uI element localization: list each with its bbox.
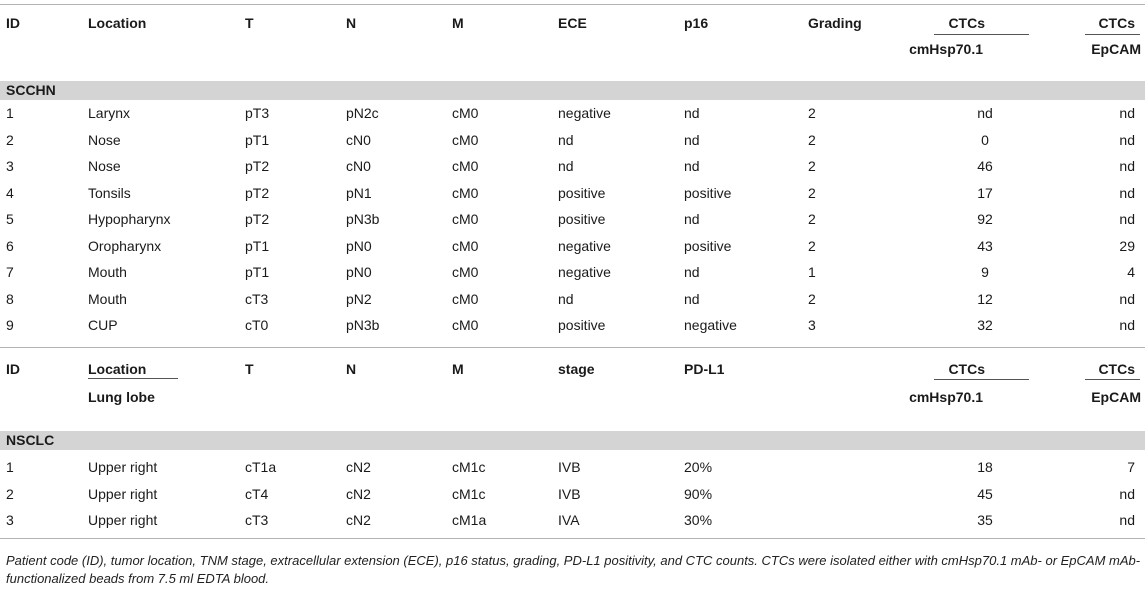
cell-grading: 2	[808, 131, 816, 148]
cell-m: cM0	[452, 158, 479, 174]
section-scchn	[0, 81, 1145, 100]
cell-grading: 2	[808, 211, 816, 227]
cell-id: 8	[6, 290, 14, 307]
cell-m: cM0	[452, 211, 479, 227]
section-nsclc	[0, 431, 1145, 450]
cell-grading: 2	[808, 158, 816, 174]
cell-t: cT3	[245, 512, 269, 528]
cell-location: Tonsils	[88, 184, 131, 201]
cell-pdl1: 30%	[684, 512, 713, 528]
cell-location: CUP	[88, 317, 118, 333]
cell-grading: 2	[808, 105, 816, 121]
col-location-sub: Lung lobe	[88, 389, 155, 405]
col-ctc1-top: CTCs	[948, 15, 985, 31]
cell-n: cN2	[346, 512, 371, 528]
cell-ece: positive	[558, 211, 606, 227]
cell-t: cT1a	[245, 459, 277, 475]
cell-t: cT4	[245, 485, 269, 502]
col-m: M	[452, 15, 464, 31]
rule-bottom	[0, 538, 1145, 539]
cell-t: cT3	[245, 290, 269, 307]
col-ctc1-bottom: cmHsp70.1	[909, 389, 983, 405]
col-t: T	[245, 15, 254, 31]
cell-ctc-cmhsp70: 18	[977, 459, 993, 475]
cell-ctc-epcam: 4	[1127, 264, 1135, 280]
ctc2-underline	[1085, 34, 1140, 35]
cell-t: cT0	[245, 317, 269, 333]
cell-ece: nd	[558, 290, 574, 307]
cell-id: 7	[6, 264, 14, 280]
cell-n: pN0	[346, 237, 372, 254]
cell-grading: 1	[808, 264, 816, 280]
rule-mid	[0, 347, 1145, 348]
cell-id: 1	[6, 459, 14, 475]
cell-t: pT2	[245, 184, 270, 201]
cell-id: 3	[6, 512, 14, 528]
table-caption: Patient code (ID), tumor location, TNM stage, extracellular extension (ECE), p16 status, grading, PD-L1 positivity, and CTC counts. CTCs were isolated either with cmHsp70.1 mAb- or EpCAM mAb-functionalized beads from 7.5 ml EDTA blood.	[6, 553, 1141, 586]
cell-ctc-cmhsp70: 35	[977, 512, 993, 528]
cell-p16: nd	[684, 131, 700, 148]
cell-ctc-cmhsp70: 0	[981, 131, 989, 148]
ctc2-underline	[1085, 379, 1140, 380]
col-stage: stage	[558, 361, 595, 377]
cell-id: 9	[6, 317, 14, 333]
cell-ctc-cmhsp70: nd	[977, 105, 993, 121]
cell-ctc-epcam: nd	[1119, 184, 1135, 201]
col-ctc2-top: CTCs	[1098, 15, 1135, 31]
cell-m: cM0	[452, 264, 479, 280]
cell-id: 2	[6, 131, 14, 148]
cell-m: cM0	[452, 237, 479, 254]
cell-t: pT3	[245, 105, 270, 121]
cell-location: Mouth	[88, 264, 127, 280]
cell-ctc-epcam: 29	[1119, 237, 1135, 254]
cell-n: pN3b	[346, 317, 380, 333]
cell-grading: 3	[808, 317, 816, 333]
col-ctc2-bottom: EpCAM	[1091, 389, 1141, 405]
cell-t: pT1	[245, 131, 270, 148]
col-n: N	[346, 15, 357, 31]
col-ctc1-top: CTCs	[948, 361, 985, 377]
cell-t: pT2	[245, 211, 270, 227]
location-underline	[88, 378, 178, 379]
ctc1-underline	[934, 379, 1029, 380]
cell-p16: positive	[684, 184, 732, 201]
cell-location: Upper right	[88, 459, 158, 475]
cell-p16: positive	[684, 237, 732, 254]
cell-id: 3	[6, 158, 14, 174]
col-pdl1: PD-L1	[684, 361, 725, 377]
cell-n: cN2	[346, 485, 371, 502]
cell-ctc-cmhsp70: 92	[977, 211, 993, 227]
cell-pdl1: 90%	[684, 485, 713, 502]
cell-ctc-epcam: nd	[1119, 131, 1135, 148]
col-m: M	[452, 361, 464, 377]
cell-id: 1	[6, 105, 14, 121]
cell-grading: 2	[808, 290, 816, 307]
cell-stage: IVB	[558, 485, 581, 502]
cell-n: pN1	[346, 184, 372, 201]
cell-location: Nose	[88, 131, 121, 148]
cell-grading: 2	[808, 237, 816, 254]
cell-t: pT1	[245, 237, 270, 254]
rule-top	[0, 4, 1145, 5]
cell-ece: positive	[558, 184, 606, 201]
cell-ctc-epcam: nd	[1119, 485, 1135, 502]
cell-ctc-cmhsp70: 45	[977, 485, 993, 502]
cell-m: cM0	[452, 317, 479, 333]
section-label: SCCHN	[6, 82, 56, 98]
cell-p16: nd	[684, 264, 700, 280]
cell-ctc-epcam: nd	[1119, 211, 1135, 227]
cell-ctc-epcam: nd	[1119, 290, 1135, 307]
cell-ece: nd	[558, 131, 574, 148]
cell-location: Upper right	[88, 485, 158, 502]
cell-m: cM0	[452, 131, 479, 148]
col-ctc2-bottom: EpCAM	[1091, 41, 1141, 57]
cell-ece: negative	[558, 237, 611, 254]
cell-ctc-cmhsp70: 9	[981, 264, 989, 280]
cell-ece: negative	[558, 264, 611, 280]
cell-ctc-cmhsp70: 43	[977, 237, 993, 254]
ctc1-underline	[934, 34, 1029, 35]
cell-ctc-cmhsp70: 32	[977, 317, 993, 333]
cell-m: cM0	[452, 105, 479, 121]
cell-n: pN2	[346, 290, 372, 307]
cell-id: 5	[6, 211, 14, 227]
cell-m: cM0	[452, 184, 479, 201]
cell-ece: negative	[558, 105, 611, 121]
cell-m: cM1c	[452, 485, 486, 502]
cell-grading: 2	[808, 184, 816, 201]
col-ctc2-top: CTCs	[1098, 361, 1135, 377]
cell-n: pN2c	[346, 105, 379, 121]
cell-p16: nd	[684, 211, 700, 227]
cell-p16: nd	[684, 105, 700, 121]
col-ece: ECE	[558, 15, 587, 31]
cell-n: pN0	[346, 264, 372, 280]
cell-ctc-epcam: nd	[1119, 158, 1135, 174]
cell-m: cM1c	[452, 459, 486, 475]
col-ctc1-bottom: cmHsp70.1	[909, 41, 983, 57]
col-id: ID	[6, 361, 20, 377]
cell-p16: nd	[684, 290, 700, 307]
cell-ctc-epcam: nd	[1119, 512, 1135, 528]
col-location: Location	[88, 361, 147, 377]
cell-location: Upper right	[88, 512, 158, 528]
cell-ctc-cmhsp70: 46	[977, 158, 993, 174]
cell-ctc-cmhsp70: 17	[977, 184, 993, 201]
col-p16: p16	[684, 15, 709, 31]
col-t: T	[245, 361, 254, 377]
cell-n: cN0	[346, 158, 371, 174]
cell-n: cN2	[346, 459, 371, 475]
cell-n: cN0	[346, 131, 371, 148]
cell-id: 6	[6, 237, 14, 254]
col-id: ID	[6, 15, 20, 31]
cell-t: pT1	[245, 264, 270, 280]
cell-n: pN3b	[346, 211, 380, 227]
cell-p16: negative	[684, 317, 737, 333]
cell-stage: IVA	[558, 512, 580, 528]
cell-p16: nd	[684, 158, 700, 174]
section-label: NSCLC	[6, 432, 55, 448]
cell-id: 4	[6, 184, 14, 201]
cell-ctc-epcam: nd	[1119, 317, 1135, 333]
cell-t: pT2	[245, 158, 270, 174]
cell-ctc-epcam: nd	[1119, 105, 1135, 121]
cell-m: cM0	[452, 290, 479, 307]
col-n: N	[346, 361, 357, 377]
cell-m: cM1a	[452, 512, 487, 528]
cell-ctc-cmhsp70: 12	[977, 290, 993, 307]
cell-location: Hypopharynx	[88, 211, 171, 227]
cell-location: Nose	[88, 158, 121, 174]
cell-ece: positive	[558, 317, 606, 333]
cell-ece: nd	[558, 158, 574, 174]
cell-stage: IVB	[558, 459, 581, 475]
cell-location: Oropharynx	[88, 237, 162, 254]
cell-location: Larynx	[88, 105, 131, 121]
col-grading: Grading	[808, 15, 862, 31]
cell-ctc-epcam: 7	[1127, 459, 1135, 475]
cell-pdl1: 20%	[684, 459, 713, 475]
col-location: Location	[88, 15, 147, 31]
cell-location: Mouth	[88, 290, 127, 307]
cell-id: 2	[6, 485, 14, 502]
